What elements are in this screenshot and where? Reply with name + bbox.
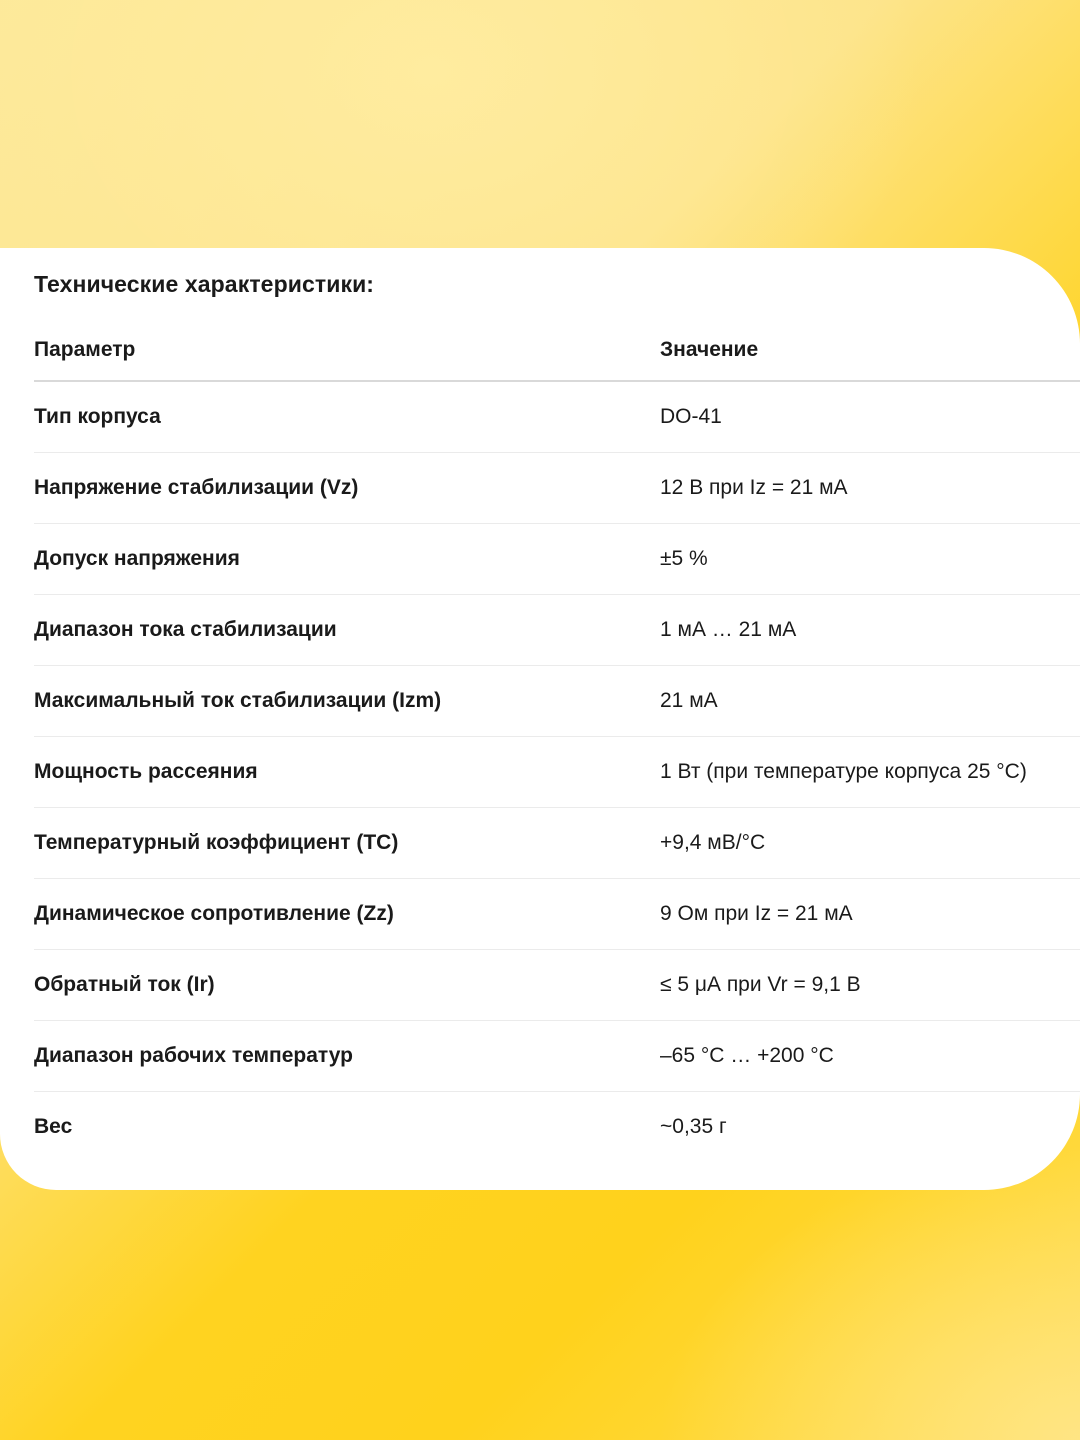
- row-parameter: Вес: [34, 1115, 73, 1138]
- row-parameter: Мощность рассеяния: [34, 737, 660, 808]
- row-parameter: Тип корпуса: [34, 381, 660, 453]
- row-value: 9 Ом при Iz = 21 мА: [660, 879, 1080, 950]
- table-row: [34, 524, 1080, 595]
- row-parameter: Допуск напряжения: [34, 524, 660, 595]
- row-value: 1 Вт (при температуре корпуса 25 °C): [660, 737, 1080, 808]
- row-value: ±5 %: [660, 524, 1080, 595]
- table-row: [34, 950, 1080, 1021]
- row-parameter: Обратный ток (Ir): [34, 950, 660, 1021]
- row-value: +9,4 мВ/°C: [660, 808, 1080, 879]
- header-value: Значение: [660, 320, 1080, 381]
- table-row: [34, 381, 1080, 453]
- row-value: –65 °C … +200 °C: [660, 1021, 1080, 1092]
- row-value: ~0,35 г: [660, 1115, 727, 1138]
- row-parameter: Напряжение стабилизации (Vz): [34, 453, 660, 524]
- row-value: 1 мА … 21 мА: [660, 595, 1080, 666]
- table-row: [34, 1092, 1080, 1163]
- row-parameter: Диапазон рабочих температур: [34, 1021, 660, 1092]
- table-row: [34, 453, 1080, 524]
- row-value: 12 В при Iz = 21 мА: [660, 453, 1080, 524]
- row-parameter: Динамическое сопротивление (Zz): [34, 879, 660, 950]
- table-row: [34, 666, 1080, 737]
- row-value: 21 мА: [660, 666, 1080, 737]
- row-parameter: Диапазон тока стабилизации: [34, 595, 660, 666]
- row-parameter: Температурный коэффициент (TC): [34, 808, 660, 879]
- table-row: [34, 595, 1080, 666]
- table-row: [34, 1021, 1080, 1092]
- table-row: [34, 808, 1080, 879]
- table-header-row: [34, 320, 1080, 381]
- table-row: [34, 737, 1080, 808]
- row-parameter: Максимальный ток стабилизации (Izm): [34, 666, 660, 737]
- row-value: DO-41: [660, 381, 1080, 453]
- spec-table: [34, 320, 1080, 1162]
- row-value: ≤ 5 μА при Vr = 9,1 В: [660, 950, 1080, 1021]
- table-row: [34, 879, 1080, 950]
- header-parameter: Параметр: [34, 320, 660, 381]
- spec-title: Технические характеристики:: [34, 271, 375, 297]
